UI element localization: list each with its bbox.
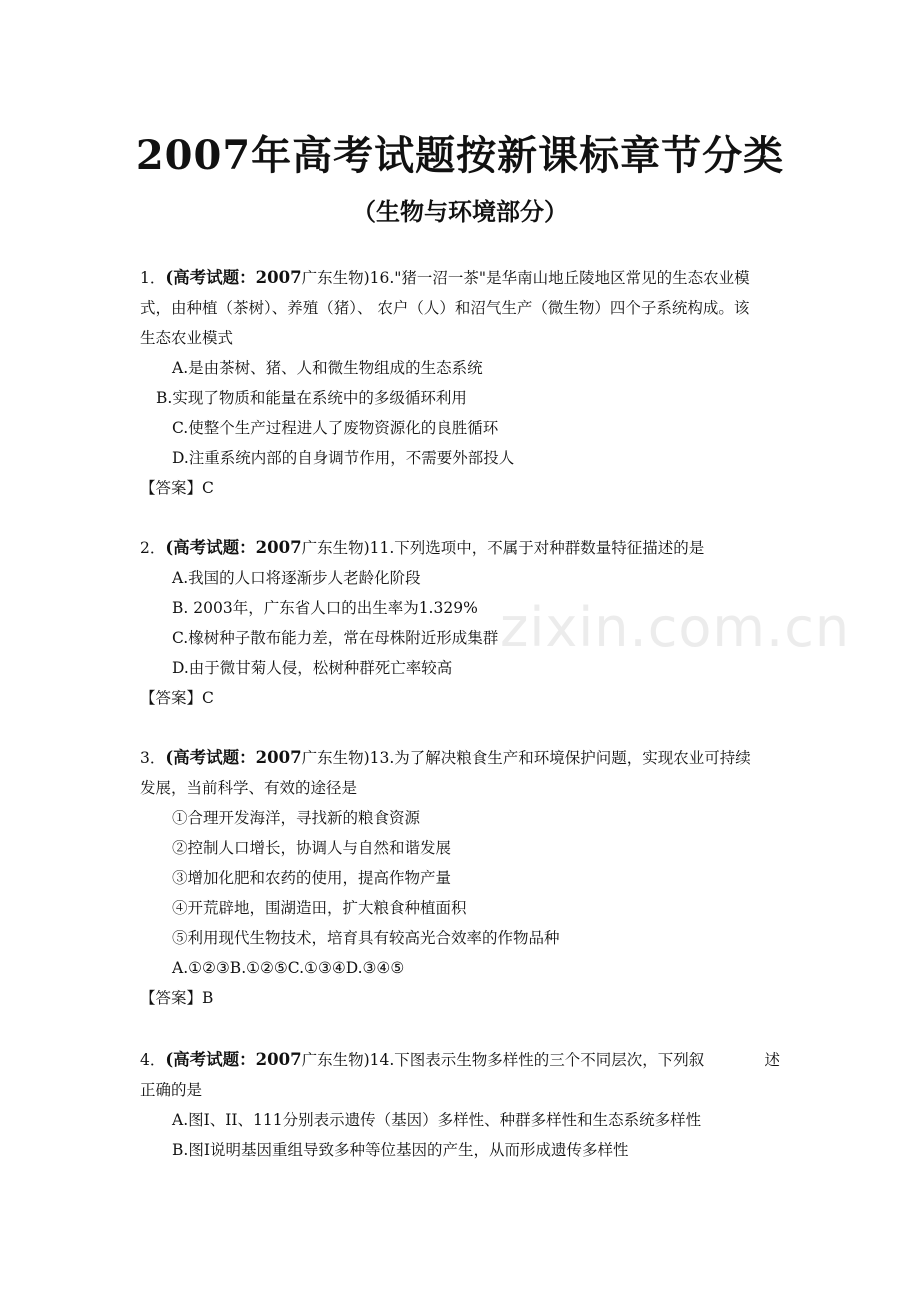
question-4-line-2: 正确的是 (140, 1081, 203, 1099)
answer-value: C (202, 689, 214, 707)
question-number: 4． (140, 1051, 166, 1069)
question-source-tag: (高考试题：2007 (165, 748, 302, 767)
question-source-tag: (高考试题：2007 (165, 268, 302, 287)
question-1-line-2: 式，由种植（茶树）、养殖（猪）、 农户（人）和沼气生产（微生物）四个子系统构成。该 (140, 299, 750, 317)
page-title: 2007年高考试题按新课标章节分类 (135, 132, 785, 179)
question-2-answer (140, 688, 214, 708)
question-1-answer (140, 478, 214, 498)
page-subtitle: （生物与环境部分） (352, 197, 568, 226)
question-source-tag: (高考试题：2007 (165, 538, 302, 557)
answer-label: 【答案】 (140, 689, 203, 707)
question-number: 3． (140, 749, 166, 767)
question-3-item-4: ④开荒辟地，围湖造田，扩大粮食种植面积 (172, 899, 467, 917)
question-number: 2． (140, 539, 166, 557)
answer-value: C (202, 479, 214, 497)
question-number: 1． (140, 269, 166, 287)
question-3-line-1: 3．(高考试题：2007广东生物)13.为了解决粮食生产和环境保护问题，实现农业可持续 (140, 748, 751, 767)
question-1-option-b: B.实现了物质和能量在系统中的多级循环利用 (156, 389, 467, 407)
question-3-item-3: ③增加化肥和农药的使用，提高作物产量 (172, 869, 452, 887)
question-2-option-c: C.橡树种子散布能力差，常在母株附近形成集群 (172, 629, 499, 647)
question-4-line-1: 4．(高考试题：2007广东生物)14.下图表示生物多样性的三个不同层次，下列叙 述 (140, 1050, 780, 1069)
answer-value: B (202, 989, 214, 1007)
question-3-item-5: ⑤利用现代生物技术，培育具有较高光合效率的作物品种 (172, 929, 560, 947)
question-1-option-a: A.是由茶树、猪、人和微生物组成的生态系统 (172, 359, 483, 377)
question-4-option-a: A.图I、II、111分别表示遗传（基因）多样性、种群多样性和生态系统多样性 (172, 1111, 702, 1129)
question-3-answer (140, 988, 213, 1008)
question-source-tag: (高考试题：2007 (165, 1050, 302, 1069)
watermark: zixin.com.cn (500, 596, 851, 659)
question-1-line-3: 生态农业模式 (140, 329, 234, 347)
question-3-choices: A.①②③B.①②⑤C.①③④D.③④⑤ (172, 959, 405, 977)
question-3-line-2: 发展，当前科学、有效的途径是 (140, 779, 358, 797)
question-1-option-c: C.使整个生产过程进人了废物资源化的良胜循环 (172, 419, 499, 437)
question-2-option-b: B. 2003年，广东省人口的出生率为1.329% (172, 599, 478, 617)
question-1-option-d: D.注重系统内部的自身调节作用，不需要外部投人 (172, 449, 515, 467)
question-4-option-b: B.图I说明基因重组导致多种等位基因的产生，从而形成遗传多样性 (172, 1141, 629, 1159)
answer-label: 【答案】 (140, 479, 203, 497)
question-2-option-a: A.我国的人口将逐渐步人老龄化阶段 (172, 569, 421, 587)
answer-label: 【答案】 (140, 989, 203, 1007)
question-2-option-d: D.由于微甘菊人侵，松树种群死亡率较高 (172, 659, 453, 677)
question-3-item-2: ②控制人口增长，协调人与自然和谐发展 (172, 839, 452, 857)
question-2-line-1: 2．(高考试题：2007广东生物)11.下列选项中，不属于对种群数量特征描述的是 (140, 538, 705, 557)
question-1-line-1: 1．(高考试题：2007广东生物)16."猪一沼一茶"是华南山地丘陵地区常见的生态农业模 (140, 268, 750, 287)
question-3-item-1: ①合理开发海洋，寻找新的粮食资源 (172, 809, 421, 827)
